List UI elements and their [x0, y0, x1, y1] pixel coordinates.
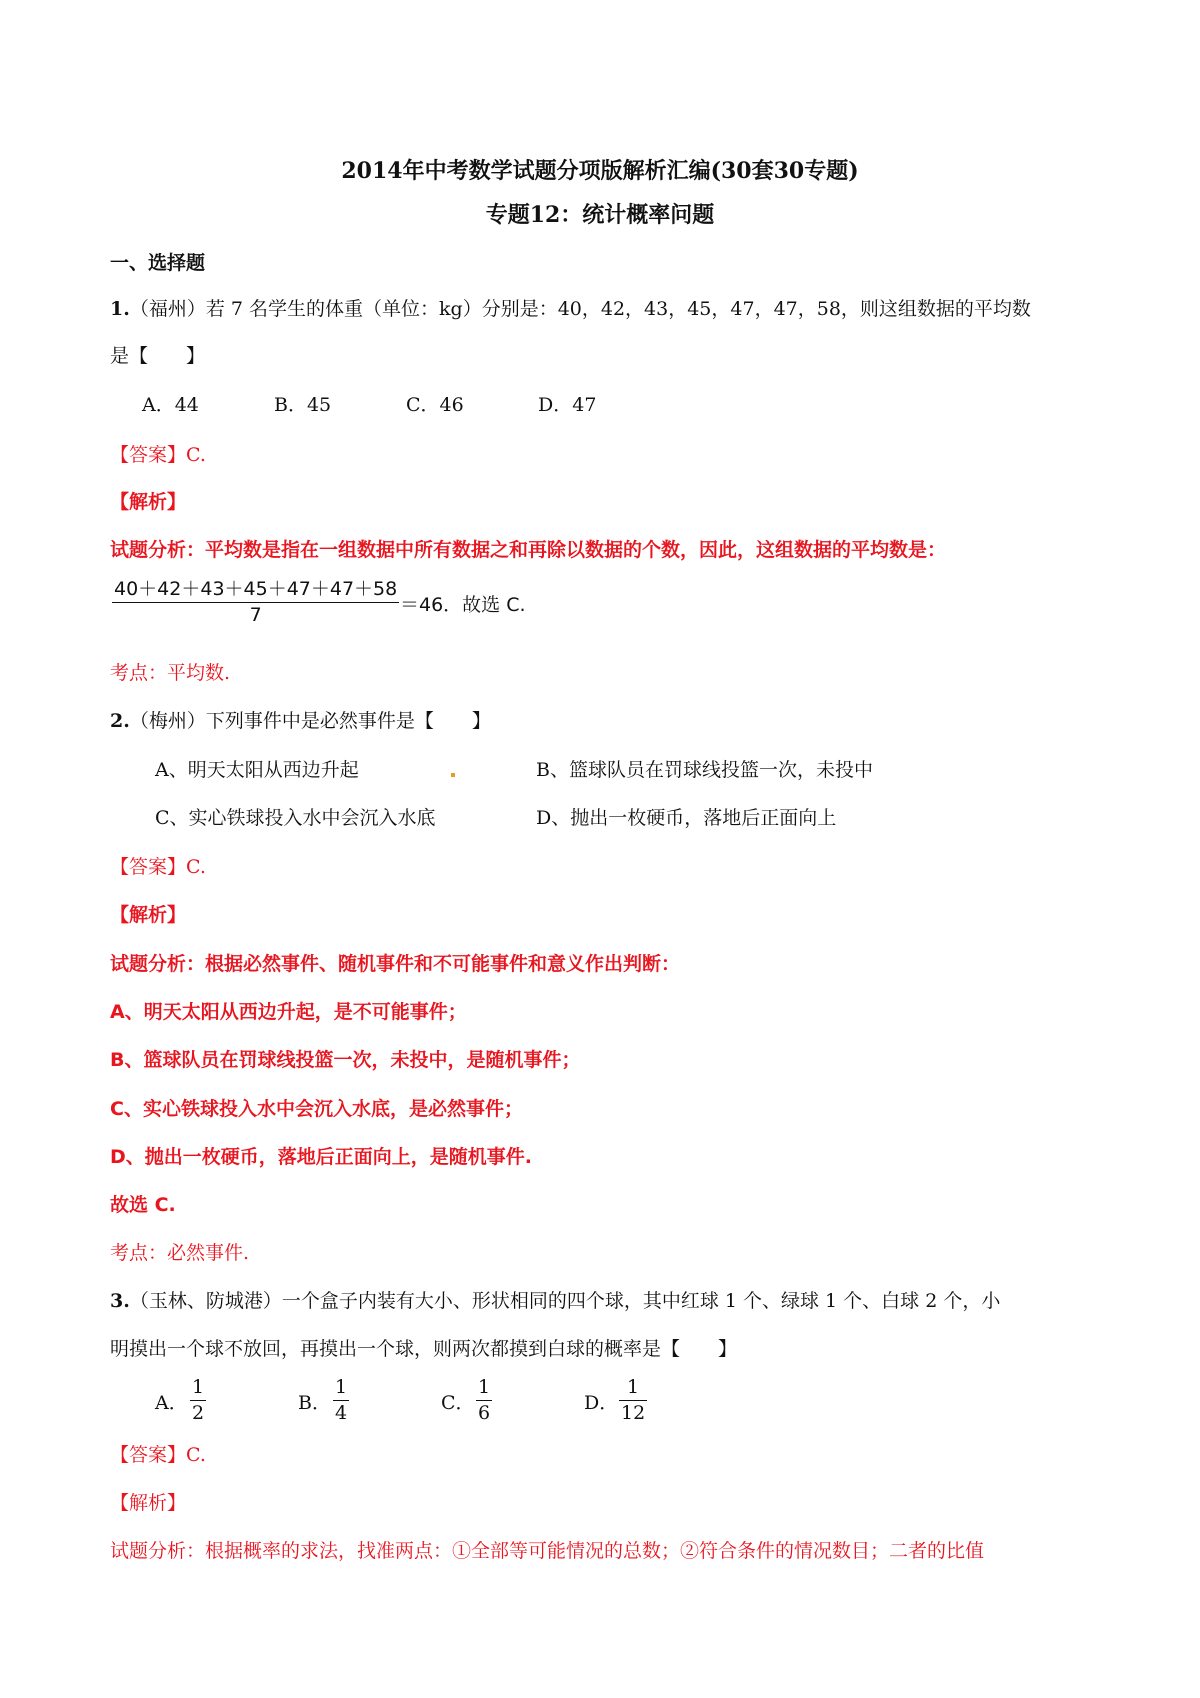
analysis-line: C、实心铁球投入水中会沉入水底，是必然事件；: [110, 1098, 523, 1120]
question-number: 2.: [110, 710, 130, 732]
question-number: 3.: [110, 1290, 130, 1312]
fraction-denominator: 6: [478, 1402, 491, 1424]
question-3-stem-line2: 明摸出一个球不放回，再摸出一个球，则两次都摸到白球的概率是【 】: [110, 1338, 738, 1360]
question-1-stem-line2: 是【 】: [110, 345, 206, 367]
option-a: A、明天太阳从西边升起: [155, 759, 359, 781]
formula-result: [400, 596, 526, 615]
option-c: C．46: [406, 394, 464, 416]
option-c-fraction: [476, 1378, 492, 1423]
formula-result-text: ＝46．故选 C.: [400, 594, 526, 616]
analysis-heading: 【解析】: [110, 491, 187, 513]
key-point: 考点：平均数.: [110, 662, 231, 684]
answer-label: 【答案】C.: [110, 1444, 206, 1466]
fraction-denominator: 4: [335, 1402, 348, 1424]
mean-formula-fraction: [112, 580, 399, 625]
option-a: A．44: [142, 394, 199, 416]
analysis-line: B、篮球队员在罚球线投篮一次，未投中，是随机事件；: [110, 1049, 581, 1071]
fraction-numerator: 1: [192, 1376, 205, 1398]
section-heading: 一、选择题: [110, 252, 206, 274]
option-c-label: C．: [441, 1392, 475, 1414]
analysis-line: 故选 C.: [110, 1194, 176, 1216]
option-b: B．45: [274, 394, 332, 416]
option-a-label: A．: [155, 1392, 188, 1414]
key-point: 考点：必然事件.: [110, 1242, 250, 1264]
analysis-line: D、抛出一枚硬币，落地后正面向上，是随机事件.: [110, 1146, 532, 1168]
analysis-text: 试题分析：根据概率的求法，找准两点：①全部等可能情况的总数；②符合条件的情况数目；二者的比值: [110, 1540, 985, 1562]
option-a-fraction: [190, 1378, 206, 1423]
analysis-heading: 【解析】: [110, 904, 187, 926]
analysis-text: 试题分析：平均数是指在一组数据中所有数据之和再除以数据的个数，因此，这组数据的平均数是：: [110, 539, 947, 561]
fraction-denominator: 7: [112, 602, 399, 625]
question-1-stem: [110, 300, 1031, 319]
answer-label: 【答案】C.: [110, 856, 206, 878]
option-b-fraction: [333, 1378, 349, 1423]
stray-dot: [451, 773, 455, 777]
fraction-numerator: 1: [627, 1376, 640, 1398]
fraction-denominator: 12: [621, 1402, 646, 1424]
question-3-stem: [110, 1292, 1000, 1311]
analysis-line: A、明天太阳从西边升起，是不可能事件；: [110, 1001, 467, 1023]
question-2-stem: [110, 712, 491, 731]
fraction-numerator: 1: [478, 1376, 491, 1398]
option-d: D．47: [538, 394, 597, 416]
option-d-label: D．: [584, 1392, 619, 1414]
fraction-numerator: 40＋42＋43＋45＋47＋47＋58: [114, 578, 398, 600]
analysis-heading: 【解析】: [110, 1492, 187, 1514]
answer-label: 【答案】C.: [110, 444, 206, 466]
option-d: D、抛出一枚硬币，落地后正面向上: [536, 807, 837, 829]
fraction-denominator: 2: [192, 1402, 205, 1424]
option-b: B、篮球队员在罚球线投篮一次，未投中: [536, 759, 873, 781]
option-d-fraction: [619, 1378, 647, 1423]
document-title: 2014年中考数学试题分项版解析汇编(30套30专题): [341, 158, 859, 184]
question-text: （玉林、防城港）一个盒子内装有大小、形状相同的四个球，其中红球 1 个、绿球 1 个、白球 2 个，小: [129, 1290, 1001, 1312]
question-text: （梅州）下列事件中是必然事件是【 】: [129, 710, 491, 732]
question-text: （福州）若 7 名学生的体重（单位：kg）分别是：40，42，43，45，47，47，58，则这组数据的平均数: [129, 298, 1031, 320]
question-number: 1.: [110, 298, 130, 320]
option-c: C、实心铁球投入水中会沉入水底: [155, 807, 436, 829]
fraction-numerator: 1: [335, 1376, 348, 1398]
document-subtitle: 专题12：统计概率问题: [485, 202, 715, 228]
analysis-line: 试题分析：根据必然事件、随机事件和不可能事件和意义作出判断：: [110, 953, 681, 975]
option-b-label: B．: [298, 1392, 331, 1414]
